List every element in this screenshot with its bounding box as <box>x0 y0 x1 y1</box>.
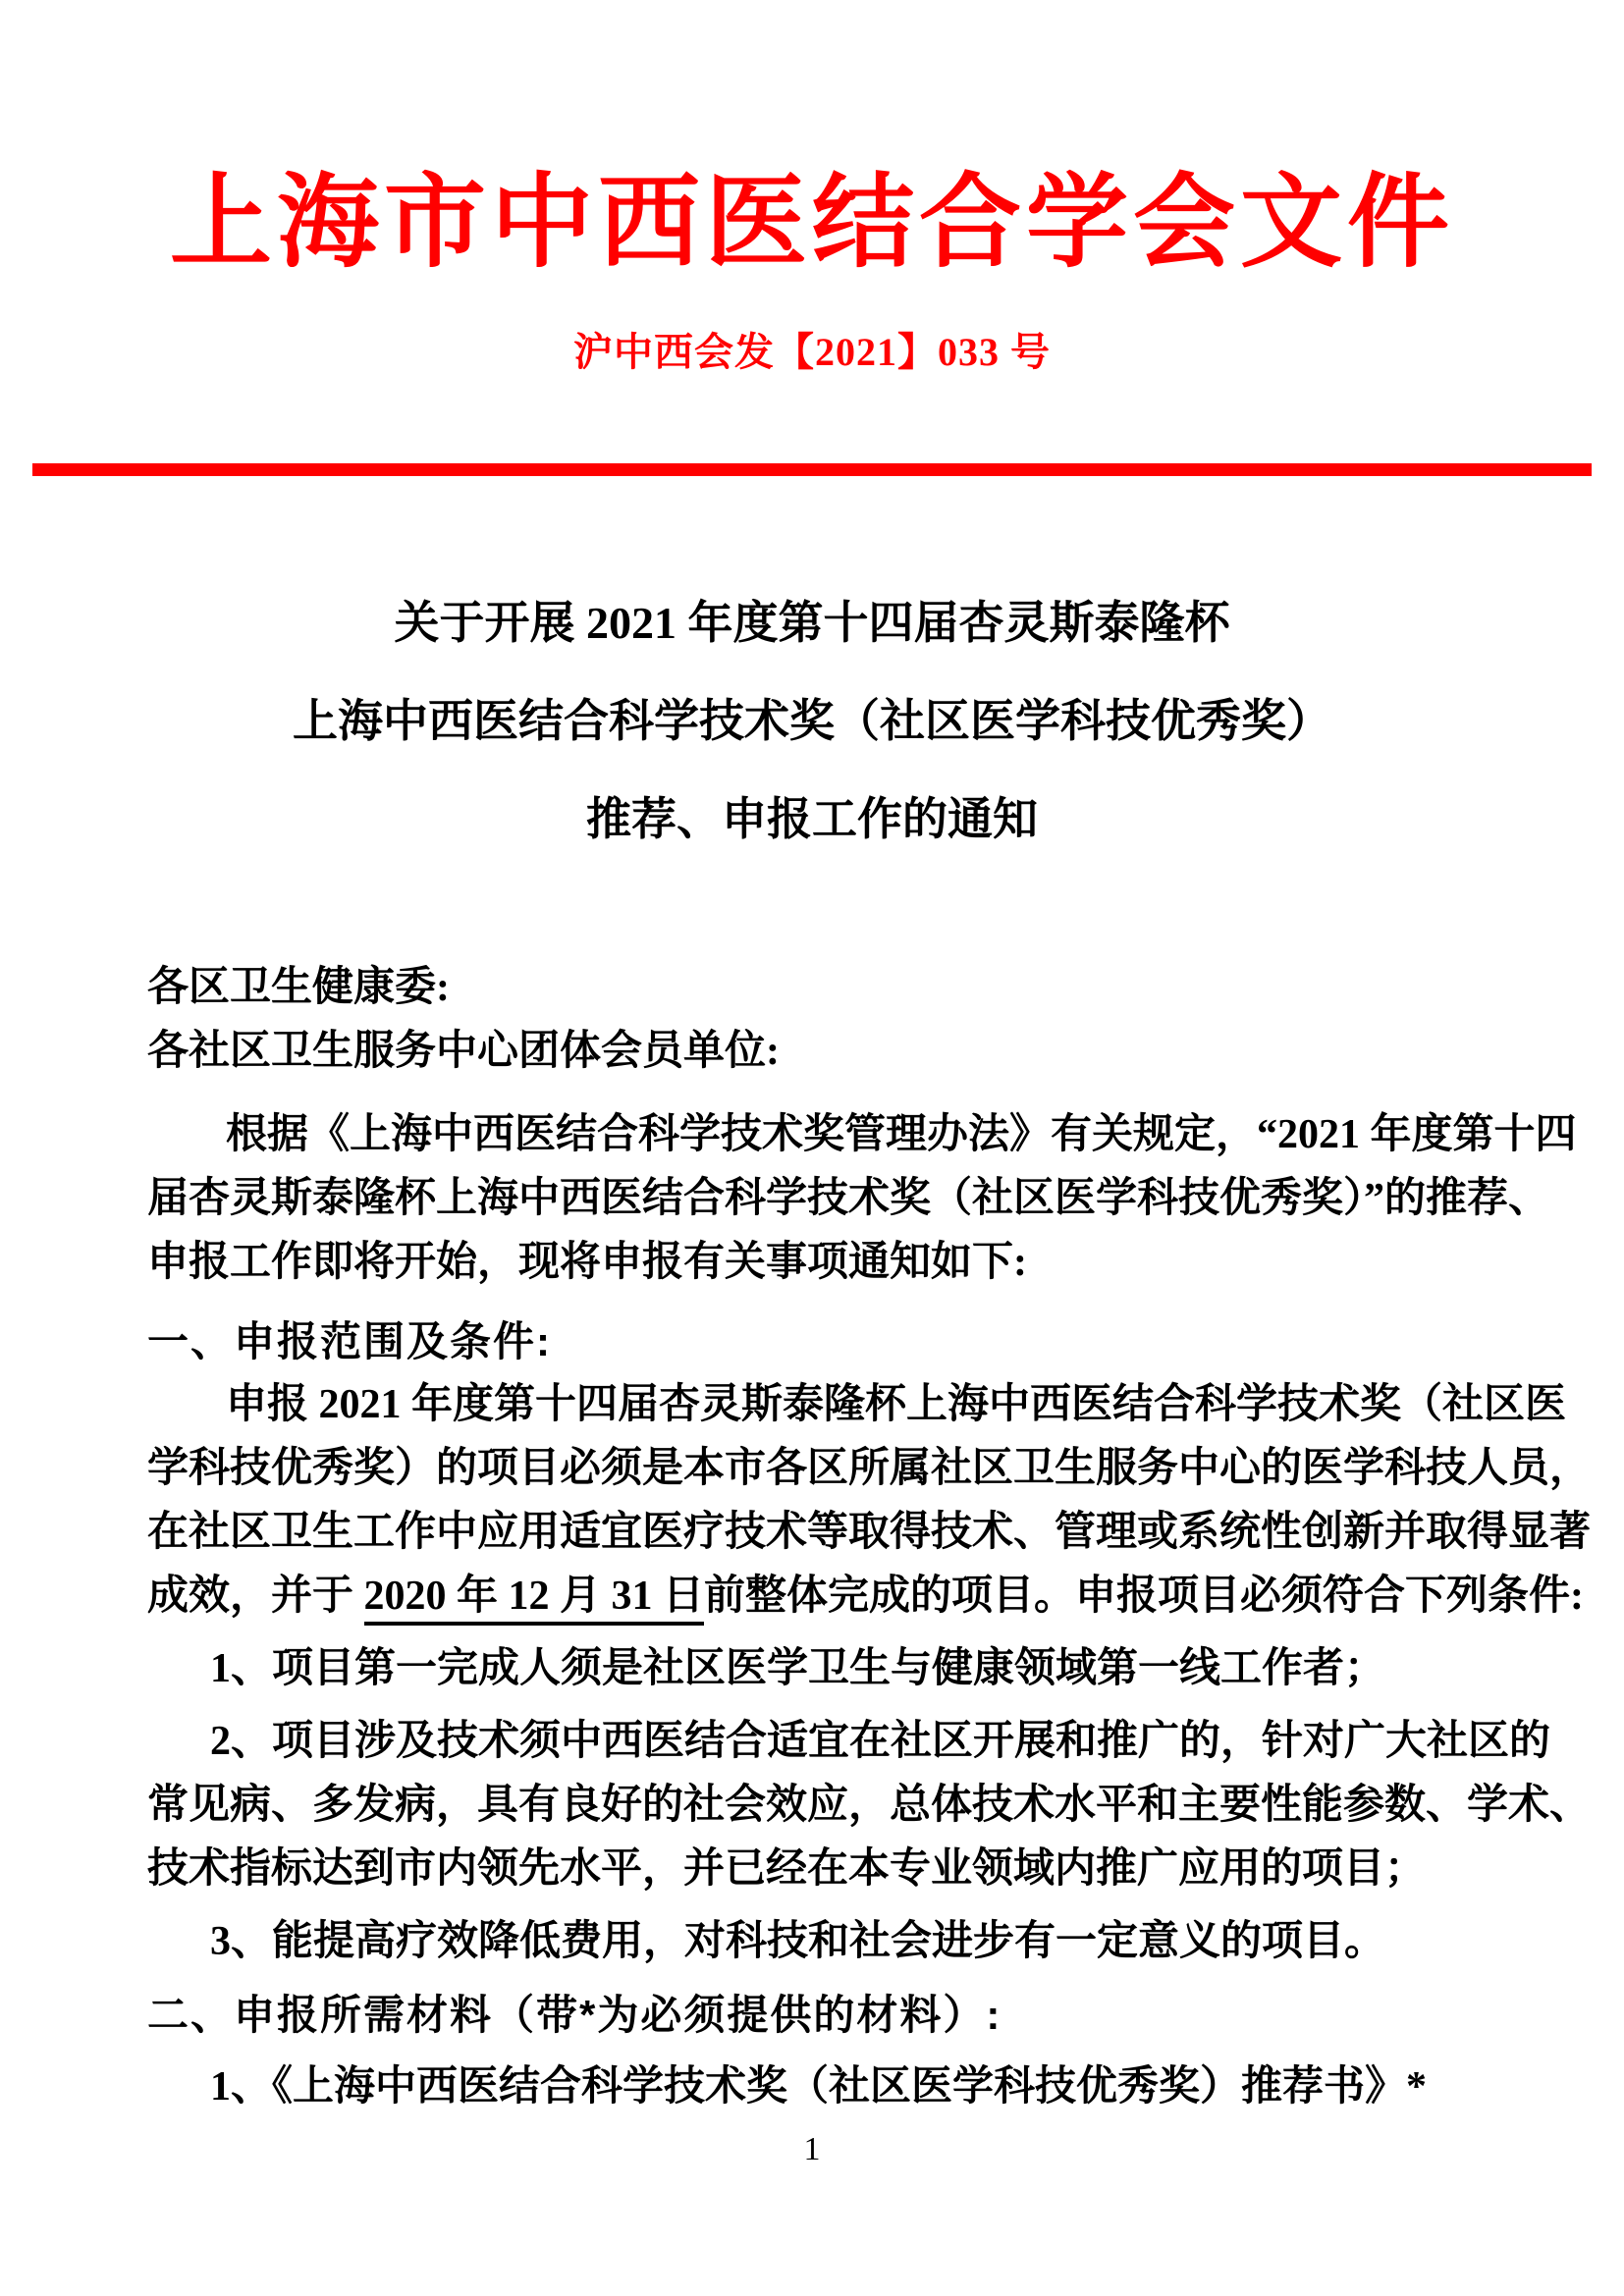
document-title-line-2: 上海中西医结合科学技术奖（社区医学科技优秀奖） <box>293 696 1331 746</box>
underlined-deadline-date: 2020 年 12 月 31 日 <box>364 1574 705 1626</box>
organization-title: 上海市中西医结合学会文件 <box>169 167 1454 280</box>
text-before-date: 成效，并于 <box>147 1574 364 1619</box>
document-number: 沪中西会发【2021】033 号 <box>573 330 1051 374</box>
paragraph-line: 在社区卫生工作中应用适宜医疗技术等取得技术、管理或系统性创新并取得显著 <box>147 1510 1592 1555</box>
list-item-2-continuation: 常见病、多发病，具有良好的社会效应，总体技术水平和主要性能参数、学术、 <box>147 1783 1592 1828</box>
salutation-line: 各区卫生健康委: <box>147 965 450 1010</box>
document-body <box>0 956 1624 2119</box>
paragraph-line: 申报工作即将开始，现将申报有关事项通知如下: <box>147 1240 1027 1285</box>
salutation-line: 各社区卫生服务中心团体会员单位: <box>147 1029 780 1074</box>
paragraph-line: 学科技优秀奖）的项目必须是本市各区所属社区卫生服务中心的医学科技人员， <box>147 1446 1592 1491</box>
section-heading-1: 一、申报范围及条件: <box>147 1318 552 1364</box>
document-title-line-1: 关于开展 2021 年度第十四届杏灵斯泰隆杯 <box>394 598 1230 648</box>
letterhead <box>0 0 1624 377</box>
document-title-line-3: 推荐、申报工作的通知 <box>586 794 1038 844</box>
paragraph-line: 届杏灵斯泰隆杯上海中西医结合科学技术奖（社区医学科技优秀奖）”的推荐、 <box>147 1176 1550 1221</box>
section-heading-2: 二、申报所需材料（带*为必须提供的材料）: <box>147 1992 1002 2038</box>
page-number: 1 <box>803 2131 821 2167</box>
list-item-3: 3、能提高疗效降低费用，对科技和社会进步有一定意义的项目。 <box>210 1919 1386 1964</box>
red-divider-rule <box>32 463 1592 476</box>
document-title <box>0 574 1624 869</box>
paragraph-line-with-underline <box>147 1565 1585 1629</box>
text-after-date: 前整体完成的项目。申报项目必须符合下列条件: <box>704 1574 1585 1619</box>
list-item-2: 2、项目涉及技术须中西医结合适宜在社区开展和推广的，针对广大社区的 <box>210 1719 1551 1764</box>
materials-list-item-1: 1、《上海中西医结合科学技术奖（社区医学科技优秀奖）推荐书》* <box>210 2064 1428 2109</box>
paragraph-line: 申报 2021 年度第十四届杏灵斯泰隆杯上海中西医结合科学技术奖（社区医 <box>226 1382 1567 1427</box>
paragraph-line: 根据《上海中西医结合科学技术奖管理办法》有关规定，“2021 年度第十四 <box>226 1112 1577 1157</box>
list-item-1: 1、项目第一完成人须是社区医学卫生与健康领域第一线工作者； <box>210 1646 1386 1691</box>
list-item-2-continuation: 技术指标达到市内领先水平，并已经在本专业领域内推广应用的项目； <box>147 1846 1427 1892</box>
